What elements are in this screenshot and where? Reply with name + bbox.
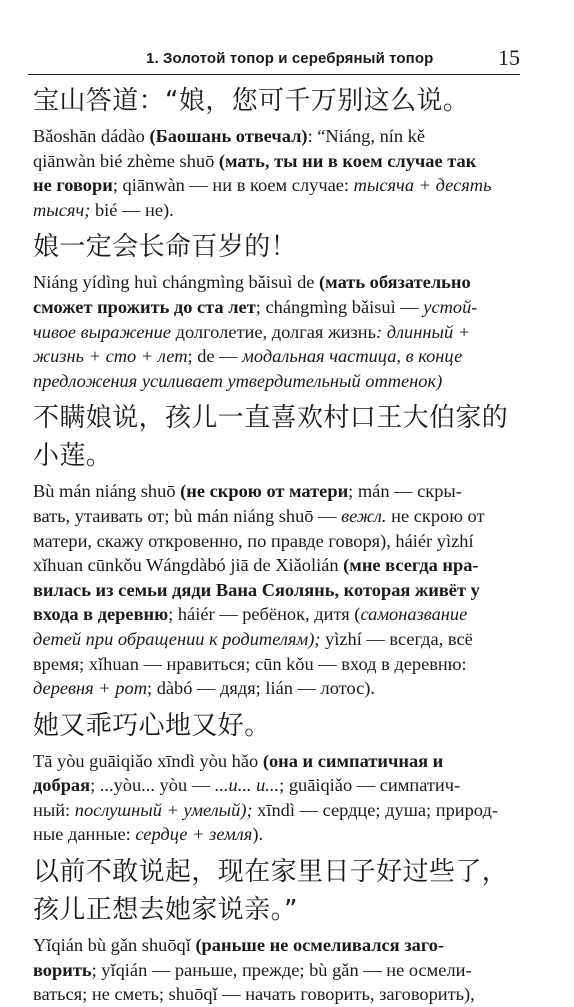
text-run: ные данные: xyxy=(33,824,136,845)
text-run: yìzhí — всегда, всё xyxy=(320,628,473,649)
text-run: ; guāiqiǎo — симпатич- xyxy=(279,775,461,796)
gloss-line xyxy=(33,369,527,394)
gloss-line xyxy=(33,320,527,345)
italic-note: самоназвание xyxy=(360,604,468,625)
bold-translation: (мне всегда нра- xyxy=(343,555,479,576)
italic-note: : длинный + xyxy=(376,321,471,342)
gloss-line xyxy=(33,198,527,223)
gloss-line xyxy=(33,529,527,554)
chinese-line: 宝山答道：“娘，您可千万别这么说。 xyxy=(33,86,470,116)
text-run: не скрою от xyxy=(386,505,485,526)
text-run: Niáng yídìng huì chángmìng bǎisuì de xyxy=(33,272,320,293)
italic-note: сердце + земля xyxy=(135,824,253,845)
italic-note: вежл. xyxy=(341,505,387,526)
gloss-line xyxy=(33,149,527,174)
text-run: ; háiér — ребёнок, дитя ( xyxy=(168,604,361,625)
gloss-line xyxy=(33,676,527,701)
translation-gloss xyxy=(33,749,527,847)
italic-note: деревня + рот xyxy=(33,678,147,699)
italic-note: тысяч; xyxy=(33,199,91,220)
text-run: долголетие, долгая жизнь xyxy=(171,321,377,342)
text-run: ; de — xyxy=(187,346,243,367)
text-run: Tā yòu guāiqiǎo xīndì yòu hǎo xyxy=(33,750,263,771)
gloss-line xyxy=(33,173,527,198)
text-run: qiānwàn bié zhème shuō xyxy=(33,150,219,171)
text-run: Bù mán niáng shuō xyxy=(33,481,181,502)
text-run: ваться; не сметь; shuōqǐ — начать говорить, заговорить), xyxy=(33,984,475,1005)
bold-translation: (не скрою от матери xyxy=(180,481,349,502)
gloss-line xyxy=(33,749,527,774)
gloss-line xyxy=(33,270,527,295)
text-run: ; chángmìng bǎisuì — xyxy=(255,296,424,317)
bold-translation: (мать обязательно xyxy=(319,272,471,293)
page-number: 15 xyxy=(498,45,520,70)
bold-translation: не говори xyxy=(33,175,113,196)
gloss-line xyxy=(33,578,527,603)
translation-gloss xyxy=(33,270,527,393)
italic-note: чивое выражение xyxy=(33,321,172,342)
gloss-line xyxy=(33,958,527,983)
text-run: bié — не). xyxy=(90,199,174,220)
bold-translation: (мать, ты ни в коем случае так xyxy=(218,150,477,171)
chapter-title: 1. Золотой топор и серебряный топор xyxy=(146,50,434,67)
bold-translation: (она и симпатичная и xyxy=(262,750,444,771)
chinese-line: 小莲。 xyxy=(33,441,113,472)
text-run: ; ...yòu... yòu — xyxy=(90,775,215,796)
running-header xyxy=(28,44,520,75)
italic-note: тысяча + десять xyxy=(353,175,492,196)
gloss-line xyxy=(33,479,527,504)
chinese-sentence xyxy=(33,853,527,929)
text-run: матери, скажу откровенно, по правде говоря), háiér yìzhí xyxy=(33,530,474,551)
bold-translation: (Баошань отвечал) xyxy=(149,126,308,146)
gloss-line xyxy=(33,344,527,369)
bold-translation: ворить xyxy=(33,959,92,980)
gloss-line xyxy=(33,773,527,798)
text-run: ). xyxy=(252,824,264,845)
bold-translation: добрая xyxy=(33,775,91,796)
text-run: xǐhuan cūnkǒu Wángdàbó jiā de Xiǎolián xyxy=(33,555,344,576)
text-run: Yǐqián bù gǎn shuōqǐ xyxy=(33,935,196,956)
gloss-line xyxy=(33,982,527,1007)
italic-note: ...и... и... xyxy=(214,775,280,796)
text-run: : “Niáng, nín kě xyxy=(307,126,426,146)
text-run: ; mán — скры- xyxy=(348,481,462,502)
text-run: ; qiānwàn — ни в коем случае: xyxy=(112,175,354,196)
gloss-line xyxy=(33,652,527,677)
chinese-line: 娘一定会长命百岁的！ xyxy=(33,232,298,263)
text-run: ; yǐqián — раньше, прежде; bù gǎn — не осмели- xyxy=(91,959,472,980)
gloss-line xyxy=(33,933,527,958)
page-body xyxy=(33,82,527,1007)
gloss-line xyxy=(33,295,527,320)
bold-translation: входа в деревню xyxy=(33,604,169,625)
chinese-sentence xyxy=(33,399,527,475)
text-run: время; xǐhuan — нравиться; cūn kǒu — вход в деревню: xyxy=(33,653,467,674)
gloss-line xyxy=(33,627,527,652)
chinese-sentence xyxy=(33,228,527,266)
italic-note: жизнь + сто + лет xyxy=(33,346,188,367)
chinese-line: 孩儿正想去她家说亲。” xyxy=(33,895,298,926)
italic-note: послушный + умелый); xyxy=(74,799,253,820)
text-run: xīndì — сердце; душа; природ- xyxy=(252,799,498,820)
gloss-line xyxy=(33,798,527,823)
gloss-line xyxy=(33,124,527,149)
translation-gloss xyxy=(33,933,527,1007)
text-run: вать, утаивать от; bù mán niáng shuō — xyxy=(33,505,342,526)
text-run: ; dàbó — дядя; lián — лотос). xyxy=(146,678,375,699)
gloss-line xyxy=(33,822,527,847)
italic-note: детей при обращении к родителям); xyxy=(33,628,321,649)
italic-note: предложения усиливает утвердительный оттенок) xyxy=(33,370,443,391)
chinese-line: 不瞒娘说，孩儿一直喜欢村口王大伯家的 xyxy=(33,403,509,434)
chinese-line: 她又乖巧心地又好。 xyxy=(33,710,271,741)
chinese-line: 以前不敢说起，现在家里日子好过些了， xyxy=(33,857,509,888)
translation-gloss xyxy=(33,124,527,222)
chinese-sentence xyxy=(33,707,527,745)
translation-gloss xyxy=(33,479,527,700)
text-run: ный: xyxy=(33,799,75,820)
chinese-sentence xyxy=(33,82,527,120)
text-run: Bǎoshān dádào xyxy=(33,126,150,146)
bold-translation: (раньше не осмеливался заго- xyxy=(195,935,445,956)
gloss-line xyxy=(33,504,527,529)
gloss-line xyxy=(33,602,527,627)
bold-translation: сможет прожить до ста лет xyxy=(33,296,256,317)
gloss-line xyxy=(33,553,527,578)
italic-note: устой- xyxy=(423,296,478,317)
italic-note: модальная частица, в конце xyxy=(242,346,463,367)
bold-translation: вилась из семьи дяди Вана Сяолянь, которая живёт у xyxy=(33,579,480,600)
